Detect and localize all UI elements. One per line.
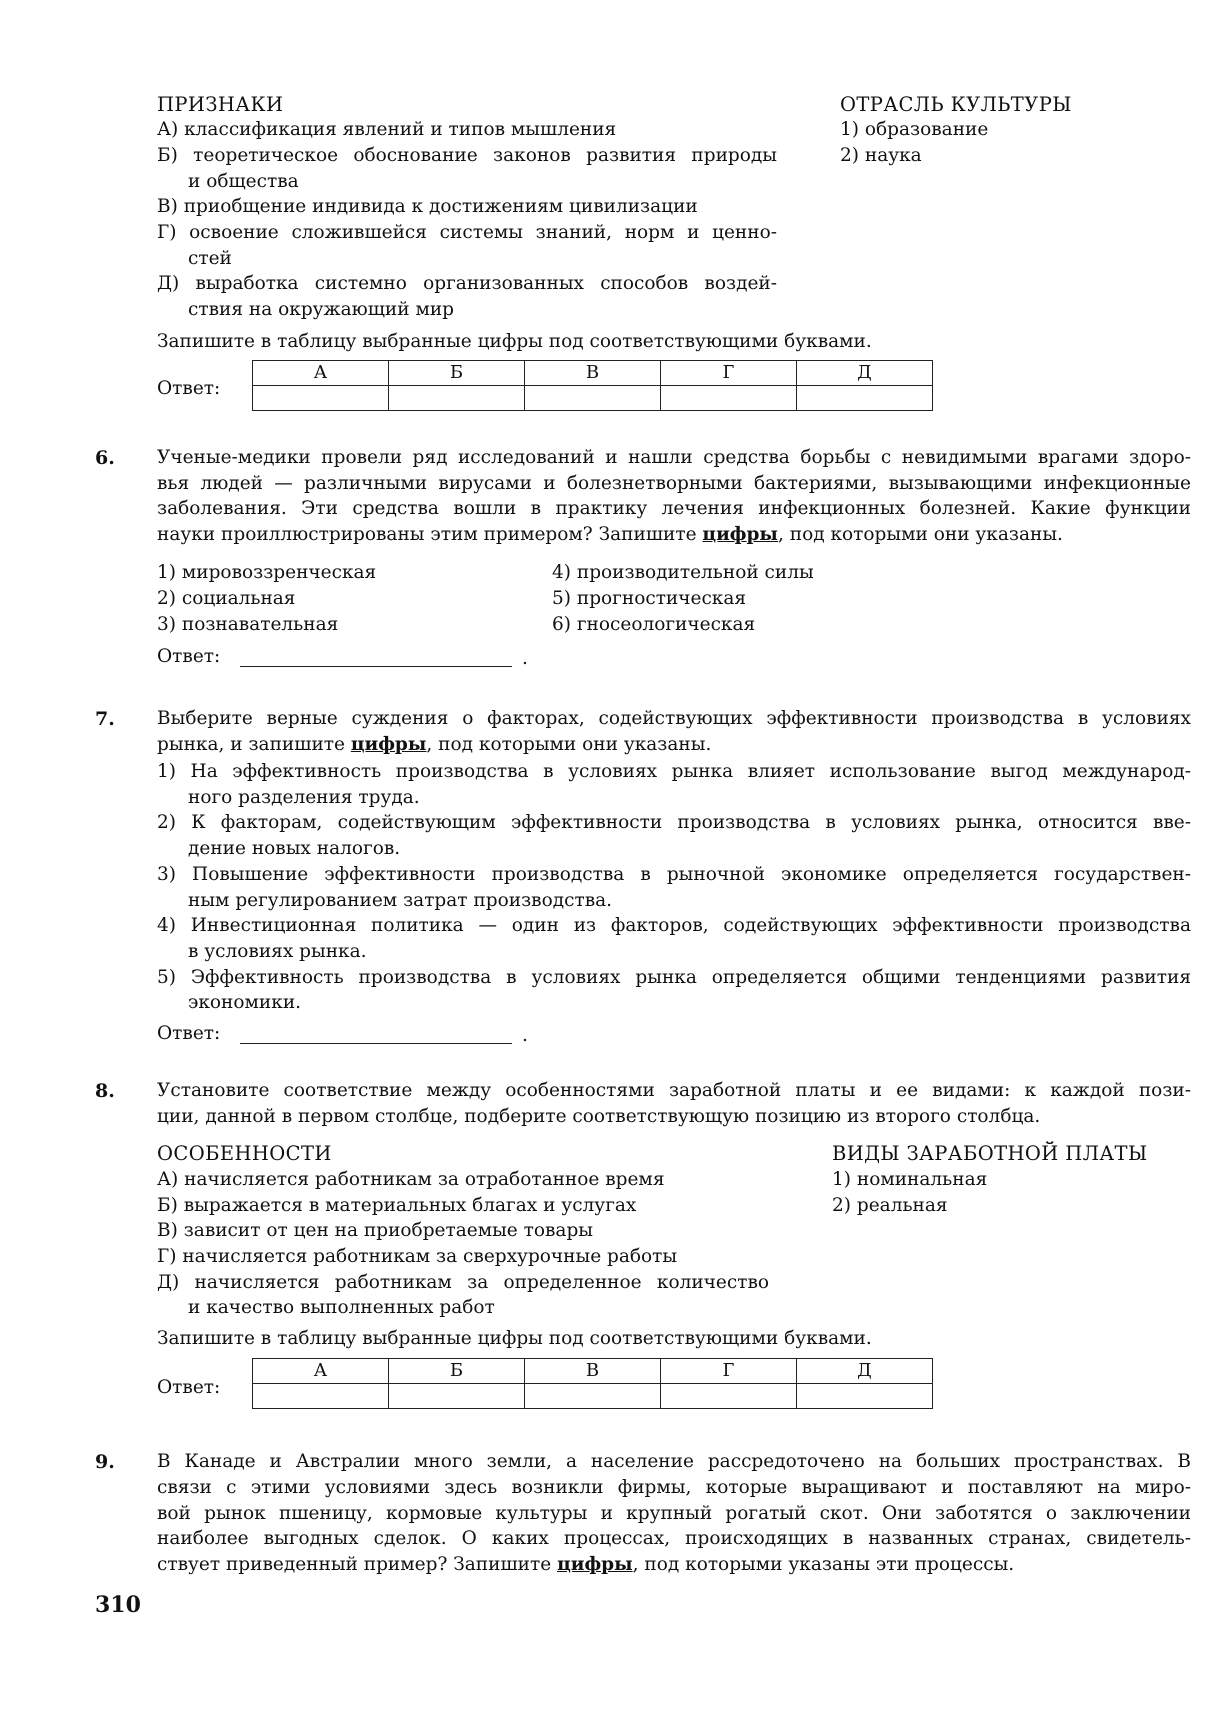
task-text-line <box>157 523 1063 547</box>
task-text: , под которыми они указаны. <box>426 734 712 755</box>
table-row <box>253 386 933 411</box>
answer-line[interactable] <box>240 1043 512 1044</box>
letter-cell: Б <box>389 1359 525 1384</box>
table-instruction: Запишите в таблицу выбранные цифры под соответствующими буквами. <box>157 1328 872 1349</box>
list-item: А) классификация явлений и типов мышления <box>157 119 617 140</box>
emphasis-digits: цифры <box>557 1554 633 1575</box>
answer-cell[interactable] <box>525 1384 661 1409</box>
task-text: рынка, и запишите <box>157 734 351 755</box>
answer-cell[interactable] <box>797 386 933 411</box>
emphasis-digits: цифры <box>350 734 427 755</box>
list-item: в условиях рынка. <box>188 941 367 962</box>
list-item: и общества <box>188 171 299 192</box>
culture-branch-heading: ОТРАСЛЬ КУЛЬТУРЫ <box>840 93 1072 116</box>
list-item: Д) начисляется работникам за определенное количество <box>157 1272 769 1293</box>
list-item: 1) номинальная <box>832 1169 988 1190</box>
letter-cell: В <box>525 1359 661 1384</box>
option-item: 6) гносеологическая <box>552 614 756 635</box>
task-number: 6. <box>95 447 115 469</box>
task-text-line: вья людей — различными вирусами и болезнетворными бактериями, вызывающими инфекционные <box>157 473 1191 494</box>
answer-cell[interactable] <box>389 386 525 411</box>
task-text: , под которыми указаны эти процессы. <box>632 1554 1015 1575</box>
task-text-line: заболевания. Эти средства вошли в практику лечения инфекционных болезней. Какие функции <box>157 498 1191 519</box>
list-item: Б) теоретическое обоснование законов развития природы <box>157 145 777 166</box>
task-text-line: вой рынок пшеницу, кормовые культуры и крупный рогатый скот. Они заботятся о заключении <box>157 1503 1191 1524</box>
list-item: Д) выработка системно организованных способов воздей- <box>157 273 777 294</box>
task-text-line: Ученые-медики провели ряд исследований и нашли средства борьбы с невидимыми врагами здоро- <box>157 447 1191 468</box>
list-item: дение новых налогов. <box>188 838 401 859</box>
option-item: 2) социальная <box>157 588 296 609</box>
task-text-line: Выберите верные суждения о факторах, содействующих эффективности производства в условиях <box>157 708 1191 729</box>
list-item: 2) К факторам, содействующим эффективности производства в условиях рынка, относится вве- <box>157 812 1191 833</box>
task-number: 7. <box>95 708 115 730</box>
answer-dot: . <box>522 1025 528 1046</box>
list-item: Г) освоение сложившейся системы знаний, норм и ценно- <box>157 222 777 243</box>
list-item: 1) образование <box>840 119 989 140</box>
task-text-line <box>157 1553 1014 1577</box>
option-item: 5) прогностическая <box>552 588 747 609</box>
letter-cell: Г <box>661 1359 797 1384</box>
list-item: 1) На эффективность производства в условиях рынка влияет использование выгод международ- <box>157 761 1191 782</box>
list-item: стей <box>188 248 232 269</box>
task-text: науки проиллюстрированы этим примером? Запишите <box>157 524 703 545</box>
task-text: ствует приведенный пример? Запишите <box>157 1554 558 1575</box>
letter-cell: Б <box>389 361 525 386</box>
answer-cell[interactable] <box>253 386 389 411</box>
task-text-line: В Канаде и Австралии много земли, а население рассредоточено на больших пространствах. В <box>157 1451 1191 1472</box>
task-text-line <box>157 733 711 757</box>
table-row <box>253 1384 933 1409</box>
answer-cell[interactable] <box>253 1384 389 1409</box>
answer-line[interactable] <box>240 666 512 667</box>
task-text-line: связи с этими условиями здесь возникли фирмы, которые выращивают и поставляют на миро- <box>157 1477 1191 1498</box>
task-number: 9. <box>95 1451 115 1473</box>
option-item: 4) производительной силы <box>552 562 814 583</box>
list-item: ствия на окружающий мир <box>188 299 455 320</box>
answer-cell[interactable] <box>797 1384 933 1409</box>
letter-cell: Г <box>661 361 797 386</box>
answer-cell[interactable] <box>525 386 661 411</box>
answer-label: Ответ: <box>157 378 221 399</box>
answer-label: Ответ: <box>157 1377 221 1398</box>
list-item: Б) выражается в материальных благах и услугах <box>157 1195 637 1216</box>
answer-label: Ответ: <box>157 1023 221 1044</box>
features-heading: ОСОБЕННОСТИ <box>157 1142 332 1165</box>
list-item: 2) наука <box>840 145 922 166</box>
letter-cell: А <box>253 1359 389 1384</box>
answer-table <box>252 1358 933 1409</box>
list-item: экономики. <box>188 992 302 1013</box>
letter-cell: Д <box>797 361 933 386</box>
list-item: А) начисляется работникам за отработанное время <box>157 1169 665 1190</box>
letter-cell: В <box>525 361 661 386</box>
table-row <box>253 361 933 386</box>
task-text-line: наиболее выгодных сделок. О каких процессах, происходящих в названных странах, свидетель- <box>157 1528 1191 1549</box>
list-item: ным регулированием затрат производства. <box>188 890 613 911</box>
page-number: 310 <box>95 1592 141 1618</box>
list-item: ного разделения труда. <box>188 787 420 808</box>
signs-heading: ПРИЗНАКИ <box>157 93 284 116</box>
list-item: Г) начисляется работникам за сверхурочные работы <box>157 1246 678 1267</box>
table-row <box>253 1359 933 1384</box>
task-text-line: Установите соответствие между особенностями заработной платы и ее видами: к каждой пози- <box>157 1080 1191 1101</box>
emphasis-digits: цифры <box>702 524 778 545</box>
answer-dot: . <box>522 648 528 669</box>
answer-cell[interactable] <box>389 1384 525 1409</box>
letter-cell: А <box>253 361 389 386</box>
answer-cell[interactable] <box>661 1384 797 1409</box>
task-number: 8. <box>95 1080 115 1102</box>
list-item: В) зависит от цен на приобретаемые товары <box>157 1220 594 1241</box>
answer-label: Ответ: <box>157 646 221 667</box>
option-item: 1) мировоззренческая <box>157 562 377 583</box>
task-text-line: ции, данной в первом столбце, подберите соответствующую позицию из второго столбца. <box>157 1106 1041 1127</box>
list-item: и качество выполненных работ <box>188 1297 495 1318</box>
wage-types-heading: ВИДЫ ЗАРАБОТНОЙ ПЛАТЫ <box>832 1142 1148 1165</box>
table-instruction: Запишите в таблицу выбранные цифры под соответствующими буквами. <box>157 331 872 352</box>
list-item: 4) Инвестиционная политика — один из факторов, содействующих эффективности производства <box>157 915 1191 936</box>
list-item: 5) Эффективность производства в условиях рынка определяется общими тенденциями развития <box>157 967 1191 988</box>
option-item: 3) познавательная <box>157 614 339 635</box>
list-item: 2) реальная <box>832 1195 948 1216</box>
answer-table <box>252 360 933 411</box>
list-item: 3) Повышение эффективности производства в рыночной экономике определяется государствен- <box>157 864 1191 885</box>
list-item: В) приобщение индивида к достижениям цивилизации <box>157 196 698 217</box>
answer-cell[interactable] <box>661 386 797 411</box>
letter-cell: Д <box>797 1359 933 1384</box>
task-text: , под которыми они указаны. <box>777 524 1063 545</box>
